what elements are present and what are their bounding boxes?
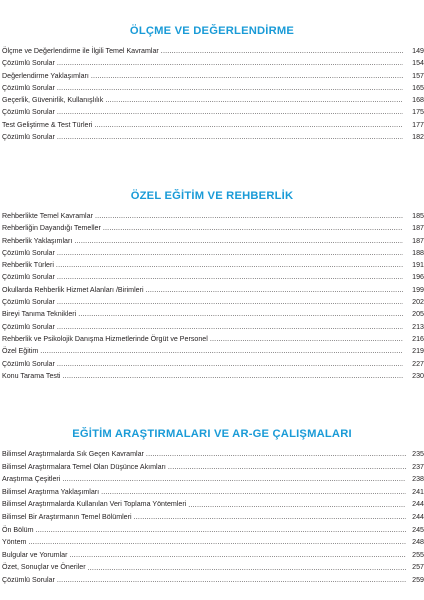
page-number: 216 xyxy=(412,334,424,343)
entry-label: Çözümlü Sorular xyxy=(2,575,55,584)
toc-entry[interactable] xyxy=(0,561,424,574)
entry-label: Değerlendirme Yaklaşımları xyxy=(2,71,89,80)
toc-entry[interactable] xyxy=(0,82,424,94)
page-number: 244 xyxy=(412,500,424,509)
dot-leader xyxy=(101,486,406,498)
section-title: ÖZEL EĞİTİM VE REHBERLİK xyxy=(130,190,294,202)
toc-section-olcme xyxy=(0,24,424,143)
entry-label: Yöntem xyxy=(2,538,27,547)
toc-entry[interactable] xyxy=(0,235,424,247)
toc-entry[interactable] xyxy=(0,321,424,333)
toc-entry[interactable] xyxy=(0,461,424,474)
entry-label: Ölçme ve Değerlendirme ile İlgili Temel Kavramlar xyxy=(2,47,159,55)
section-title: ÖLÇME VE DEĞERLENDİRME xyxy=(129,25,295,37)
dot-leader xyxy=(57,358,403,370)
dot-leader xyxy=(103,222,403,234)
toc-list xyxy=(0,210,424,382)
page-number: 205 xyxy=(412,310,424,319)
dot-leader xyxy=(88,562,406,574)
page-number: 245 xyxy=(412,525,424,534)
toc-entry[interactable] xyxy=(0,549,424,562)
entry-label: Konu Tarama Testi xyxy=(2,371,61,380)
entry-label: Bilimsel Araştırmalara Temel Olan Düşünce Akımları xyxy=(2,462,166,471)
entry-label: Rehberlik Yaklaşımları xyxy=(2,236,73,245)
page-number: 165 xyxy=(412,83,424,92)
dot-leader xyxy=(57,247,403,259)
toc-entry[interactable] xyxy=(0,131,424,143)
toc-entry[interactable] xyxy=(0,486,424,499)
toc-entry[interactable] xyxy=(0,94,424,106)
entry-label: Rehberlik ve Psikolojik Danışma Hizmetlerinde Örgüt ve Personel xyxy=(2,334,208,343)
entry-label: Bireyi Tanıma Teknikleri xyxy=(2,310,77,319)
dot-leader xyxy=(28,536,406,548)
dot-leader xyxy=(57,574,406,586)
toc-entry[interactable] xyxy=(0,345,424,357)
entry-label: Rehberliğin Dayandığı Temeller xyxy=(2,224,101,233)
entry-label: Özet, Sonuçlar ve Öneriler xyxy=(2,563,86,572)
toc-entry[interactable] xyxy=(0,119,424,131)
dot-leader xyxy=(134,511,406,523)
dot-leader xyxy=(57,296,403,308)
toc-entry[interactable] xyxy=(0,308,424,320)
dot-leader xyxy=(57,131,403,143)
entry-label: Çözümlü Sorular xyxy=(2,273,55,282)
toc-section-egitim-arastirmalari xyxy=(0,427,424,587)
entry-label: Çözümlü Sorular xyxy=(2,108,55,117)
section-title: EĞİTİM ARAŞTIRMALARI VE AR-GE ÇALIŞMALARI xyxy=(72,428,352,440)
dot-leader xyxy=(105,94,403,106)
dot-leader xyxy=(94,119,403,131)
page-number: 259 xyxy=(412,575,424,584)
page-number: 241 xyxy=(412,487,424,496)
page-number: 175 xyxy=(412,108,424,117)
page-number: 191 xyxy=(412,261,424,270)
dot-leader xyxy=(69,549,406,561)
dot-leader xyxy=(57,321,403,333)
toc-entry[interactable] xyxy=(0,511,424,524)
toc-entry[interactable] xyxy=(0,498,424,511)
page-number: 202 xyxy=(412,298,424,307)
dot-leader xyxy=(57,271,403,283)
page-number: 255 xyxy=(412,550,424,559)
page-number: 237 xyxy=(412,462,424,471)
page-number: 182 xyxy=(412,133,424,142)
toc-entry[interactable] xyxy=(0,574,424,587)
dot-leader xyxy=(57,106,403,118)
entry-label: Çözümlü Sorular xyxy=(2,322,55,331)
page-number: 219 xyxy=(412,347,424,356)
dot-leader xyxy=(63,370,404,382)
page-number: 185 xyxy=(412,212,424,220)
dot-leader xyxy=(57,82,403,94)
toc-list xyxy=(0,448,424,587)
page-number: 235 xyxy=(412,450,424,458)
dot-leader xyxy=(78,308,403,320)
entry-label: Özel Eğitim xyxy=(2,347,39,356)
page-number: 154 xyxy=(412,59,424,68)
dot-leader xyxy=(168,461,406,473)
entry-label: Araştırma Çeşitleri xyxy=(2,475,61,484)
entry-label: Çözümlü Sorular xyxy=(2,248,55,257)
entry-label: Bulgular ve Yorumlar xyxy=(2,550,68,559)
dot-leader xyxy=(36,524,406,536)
page-number: 230 xyxy=(412,371,424,380)
dot-leader xyxy=(74,235,403,247)
dot-leader xyxy=(40,345,403,357)
toc-entry[interactable] xyxy=(0,210,424,222)
page-number: 149 xyxy=(412,47,424,55)
toc-section-ozel-egitim xyxy=(0,189,424,382)
entry-label: Bilimsel Araştırmalarda Sık Geçen Kavramlar xyxy=(2,450,144,458)
entry-label: Bilimsel Bir Araştırmanın Temel Bölümleri xyxy=(2,512,132,521)
toc-entry[interactable] xyxy=(0,45,424,57)
toc-entry[interactable] xyxy=(0,57,424,69)
toc-entry[interactable] xyxy=(0,106,424,118)
page-number: 168 xyxy=(412,96,424,105)
toc-entry[interactable] xyxy=(0,524,424,537)
entry-label: Bilimsel Araştırmalarda Kullanılan Veri Toplama Yöntemleri xyxy=(2,500,187,509)
page-number: 196 xyxy=(412,273,424,282)
page-number: 157 xyxy=(412,71,424,80)
page-number: 244 xyxy=(412,512,424,521)
entry-label: Bilimsel Araştırma Yaklaşımları xyxy=(2,487,100,496)
dot-leader xyxy=(62,473,406,485)
page-number: 213 xyxy=(412,322,424,331)
page-number: 199 xyxy=(412,285,424,294)
toc-entry[interactable] xyxy=(0,536,424,549)
entry-label: Çözümlü Sorular xyxy=(2,59,55,68)
dot-leader xyxy=(188,499,406,511)
toc-entry[interactable] xyxy=(0,370,424,382)
page-number: 257 xyxy=(412,563,424,572)
entry-label: Çözümlü Sorular xyxy=(2,133,55,142)
dot-leader xyxy=(146,448,406,460)
toc-entry[interactable] xyxy=(0,473,424,486)
dot-leader xyxy=(57,57,403,69)
toc-entry[interactable] xyxy=(0,333,424,345)
entry-label: Çözümlü Sorular xyxy=(2,298,55,307)
toc-entry[interactable] xyxy=(0,259,424,271)
page-number: 177 xyxy=(412,120,424,129)
toc-entry[interactable] xyxy=(0,358,424,370)
toc-entry[interactable] xyxy=(0,247,424,259)
entry-label: Test Geliştirme & Test Türleri xyxy=(2,120,93,129)
page-number: 227 xyxy=(412,359,424,368)
entry-label: Çözümlü Sorular xyxy=(2,83,55,92)
page-number: 187 xyxy=(412,224,424,233)
toc-entry[interactable] xyxy=(0,296,424,308)
toc-entry[interactable] xyxy=(0,271,424,283)
toc-entry[interactable] xyxy=(0,70,424,82)
entry-label: Rehberlik Türleri xyxy=(2,261,54,270)
entry-label: Rehberlikte Temel Kavramlar xyxy=(2,212,93,220)
page-number: 188 xyxy=(412,248,424,257)
page-number: 248 xyxy=(412,538,424,547)
toc-entry[interactable] xyxy=(0,448,424,461)
dot-leader xyxy=(95,210,403,222)
entry-label: Çözümlü Sorular xyxy=(2,359,55,368)
entry-label: Okullarda Rehberlik Hizmet Alanları /Birimleri xyxy=(2,285,144,294)
page-number: 187 xyxy=(412,236,424,245)
toc-entry[interactable] xyxy=(0,284,424,296)
dot-leader xyxy=(56,259,403,271)
entry-label: Geçerlik, Güvenirlik, Kullanışlılık xyxy=(2,96,104,105)
dot-leader xyxy=(210,333,403,345)
toc-list xyxy=(0,45,424,143)
entry-label: Ön Bölüm xyxy=(2,525,34,534)
dot-leader xyxy=(161,45,403,57)
dot-leader xyxy=(146,284,403,296)
dot-leader xyxy=(91,70,403,82)
toc-entry[interactable] xyxy=(0,222,424,234)
page-number: 238 xyxy=(412,475,424,484)
